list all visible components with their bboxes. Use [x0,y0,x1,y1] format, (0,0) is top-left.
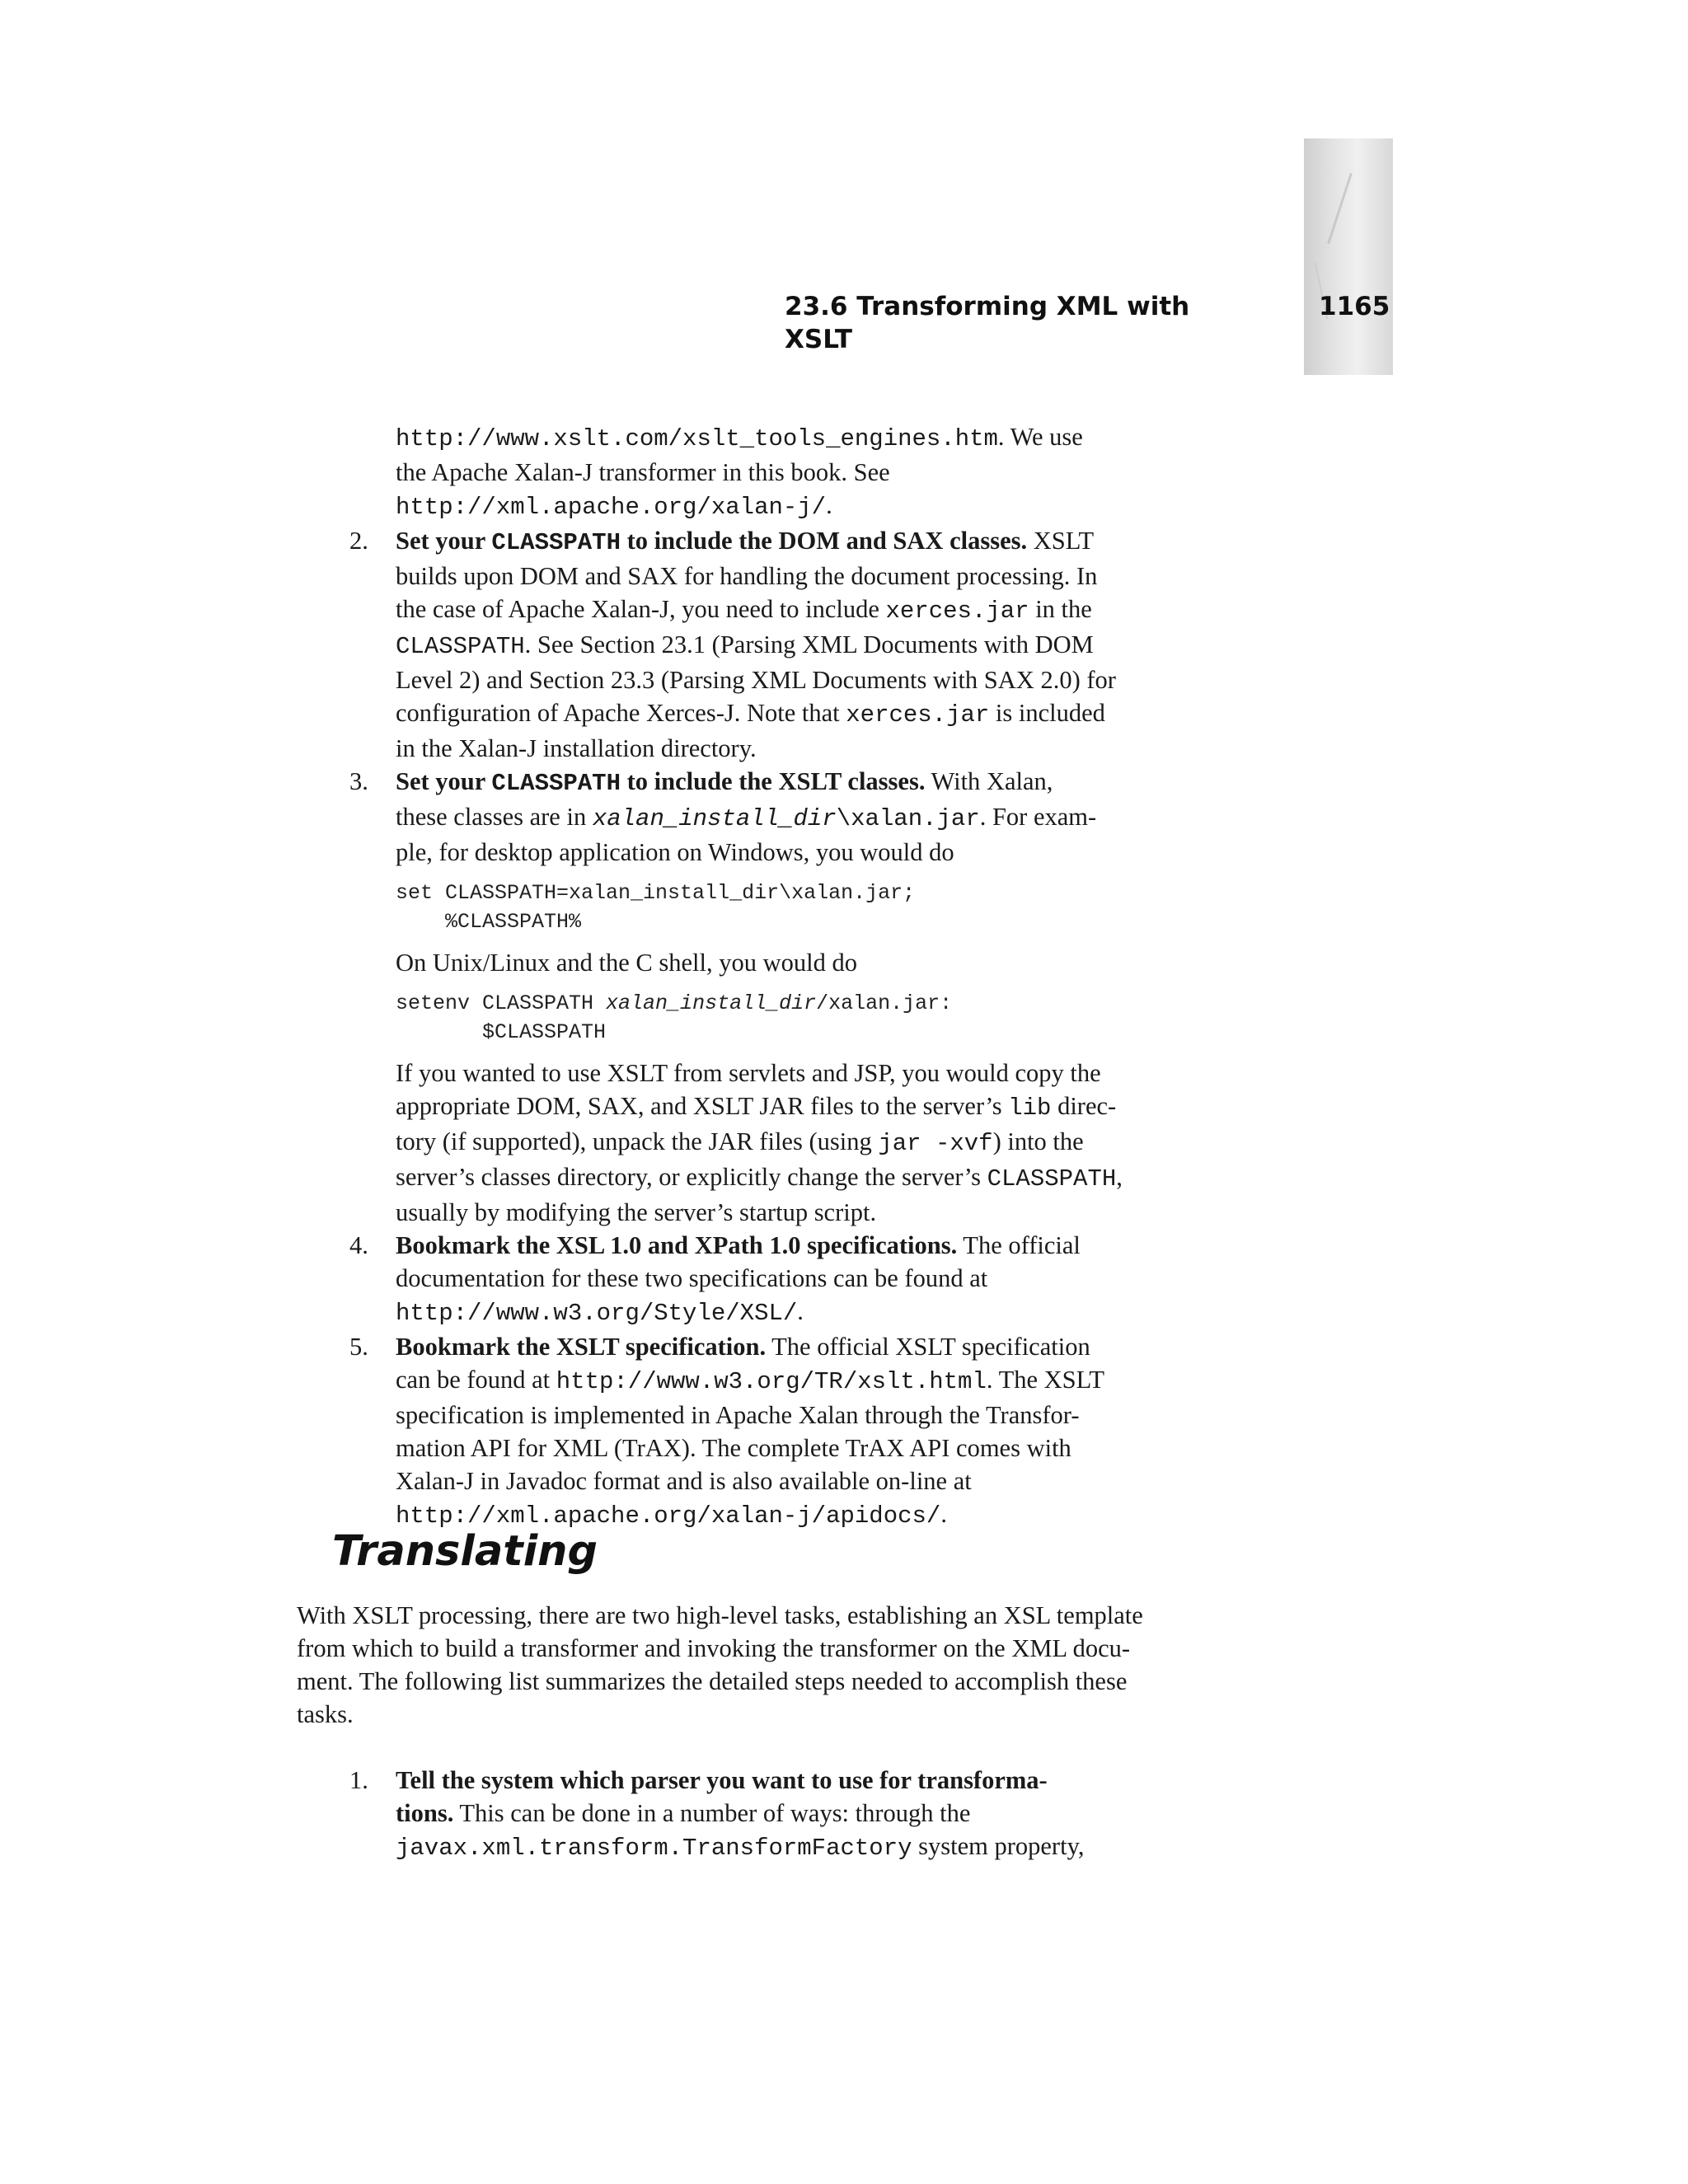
text: XSLT [1027,527,1095,555]
code-line [396,989,1253,1018]
text: direc- [1051,1092,1117,1120]
text-line: Xalan-J in Javadoc format and is also available on-line at [396,1467,972,1495]
text: . [940,1500,947,1528]
text-line [396,628,1253,663]
list-item-4 [349,1229,1253,1330]
code: \xalan.jar [836,805,980,832]
translating-section [297,1599,1253,1865]
servlet-paragraph [396,1057,1253,1229]
paragraph [297,1599,1253,1731]
thumb-tab-streak [1327,173,1353,245]
text-line: documentation for these two specifications can be found at [396,1264,988,1292]
code: javax.xml.transform.TransformFactory [396,1835,912,1862]
text: to include the XSLT classes. [621,767,926,795]
list-item-continuation [396,420,1253,524]
step-heading [396,527,1027,555]
code: /xalan.jar: [816,991,953,1015]
code: xerces.jar [846,701,990,729]
text: . [826,491,832,519]
text: appropriate DOM, SAX, and XSLT JAR files to the server’s [396,1092,1009,1120]
running-head-title: 23.6 Transforming XML with XSLT [785,292,1190,354]
text: . The XSLT [986,1366,1105,1394]
code-line: %CLASSPATH% [396,910,582,934]
text-line: On Unix/Linux and the C shell, you would do [396,949,857,977]
code: xerces.jar [885,598,1029,625]
text: . We use [997,423,1083,451]
text-line: in the Xalan-J installation directory. [396,734,757,762]
text: This can be done in a number of ways: through the [453,1799,971,1827]
code-line: $CLASSPATH [396,1020,607,1044]
code: CLASSPATH [396,633,525,660]
text: can be found at [396,1366,556,1394]
page-number: 1165 [1319,292,1390,321]
text-line [396,1363,1253,1399]
url: http://xml.apache.org/xalan-j/apidocs/ [396,1502,941,1530]
text-line: builds upon DOM and SAX for handling the document processing. In [396,562,1098,590]
code: xalan_install_dir [592,805,837,832]
text-line [396,489,1253,524]
url-tools: http://www.xslt.com/xslt_tools_engines.htm [396,425,998,452]
code: jar -xvf [878,1130,993,1157]
list-item-1 [349,1764,1253,1865]
code-block-unix [396,989,1253,1047]
text: With Xalan, [925,767,1053,795]
thumb-tab [1304,138,1393,375]
text-line: from which to build a transformer and invoking the transformer on the XML docu- [297,1634,1131,1662]
url: http://www.w3.org/Style/XSL/ [396,1300,798,1327]
main-content [297,420,1253,1533]
list-item-3 [349,765,1253,869]
text-line [396,1330,1253,1363]
text-line: With XSLT processing, there are two high-level tasks, establishing an XSL template [297,1601,1143,1629]
text-line [396,1797,1253,1830]
text: the case of Apache Xalan-J, you need to include [396,595,886,623]
code-block-windows [396,879,1253,936]
text: is included [989,699,1105,727]
list-number: 5. [349,1333,368,1361]
step-heading: Tell the system which parser you want to use for transforma- [396,1766,1048,1794]
url-xalan: http://xml.apache.org/xalan-j/ [396,494,827,521]
steps-list [297,1764,1253,1865]
text: in the [1029,595,1092,623]
text: , [1116,1163,1123,1191]
text-line: usually by modifying the server’s startup script. [396,1198,877,1226]
code: lib [1008,1094,1052,1122]
text: these classes are in [396,803,593,831]
text-line [396,1229,1253,1262]
step-heading: Bookmark the XSL 1.0 and XPath 1.0 specifications. [396,1231,958,1259]
text: to include the DOM and SAX classes. [621,527,1028,555]
url: http://www.w3.org/TR/xslt.html [556,1368,987,1395]
text-line [396,420,1253,456]
text: server’s classes directory, or explicitly change the server’s [396,1163,987,1191]
list-item-2 [349,524,1253,765]
text: Set your [396,767,492,795]
list-number: 2. [349,527,368,555]
text-line [396,1090,1253,1125]
list-number: 3. [349,767,368,795]
text-line [396,593,1253,628]
list-item-5 [349,1330,1253,1533]
code: setenv CLASSPATH [396,991,607,1015]
text: . [797,1297,804,1325]
text-line [396,1295,1253,1330]
text-line: ment. The following list summarizes the detailed steps needed to accomplish these [297,1667,1128,1695]
code: CLASSPATH [987,1165,1117,1193]
code: CLASSPATH [491,770,621,797]
list-number: 4. [349,1231,368,1259]
text: tory (if supported), unpack the JAR files (using [396,1127,879,1155]
text-line: Level 2) and Section 23.3 (Parsing XML Documents with SAX 2.0) for [396,666,1116,694]
text: . For exam- [979,803,1097,831]
text: ) into the [992,1127,1084,1155]
code: CLASSPATH [491,529,621,556]
text-line: the Apache Xalan-J transformer in this book. See [396,458,890,486]
text-line: mation API for XML (TrAX). The complete TrAX API comes with [396,1434,1071,1462]
text: The official [957,1231,1081,1259]
text: Set your [396,527,492,555]
step-heading: tions. [396,1799,454,1827]
text: The official XSLT specification [766,1333,1090,1361]
code: xalan_install_dir [606,991,817,1015]
list-number: 1. [349,1766,368,1794]
text-line [396,1830,1253,1865]
step-heading: Bookmark the XSLT specification. [396,1333,767,1361]
text: configuration of Apache Xerces-J. Note that [396,699,846,727]
section-heading: Translating [332,1527,598,1576]
text-line: specification is implemented in Apache Xalan through the Transfor- [396,1401,1080,1429]
text-line: If you wanted to use XSLT from servlets and JSP, you would copy the [396,1059,1101,1087]
text-line: ple, for desktop application on Windows, you would do [396,838,954,866]
text-line: tasks. [297,1700,354,1728]
text-line [396,765,1253,800]
text: . See Section 23.1 (Parsing XML Documents with DOM [524,630,1094,658]
text-line [396,1125,1253,1160]
code-line: set CLASSPATH=xalan_install_dir\xalan.jar; [396,881,916,905]
text-line [396,524,1253,560]
text-line [396,696,1253,732]
text: system property, [912,1832,1085,1860]
step-heading [396,767,925,795]
text-line [396,800,1253,836]
text-line [396,1160,1253,1196]
